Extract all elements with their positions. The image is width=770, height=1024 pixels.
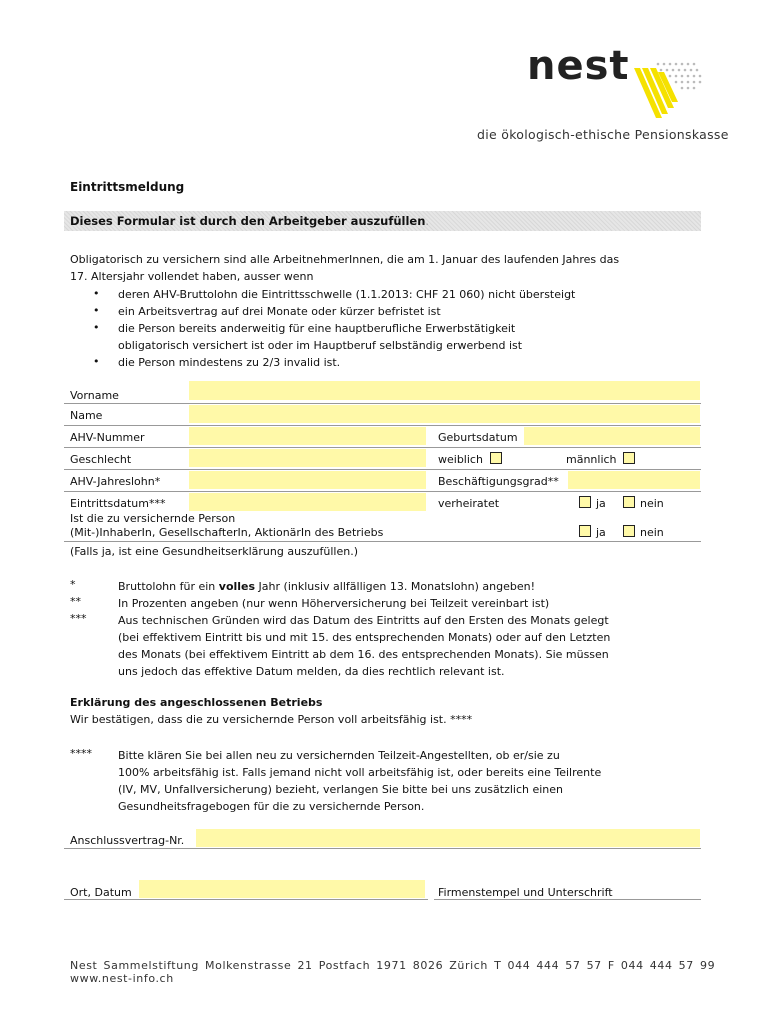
logo-tagline: die ökologisch-ethische Pensionskasse (477, 127, 729, 142)
gesundheit-hint: (Falls ja, ist eine Gesundheitserklärung auszufüllen.) (70, 545, 358, 558)
divider (64, 425, 701, 426)
bullet-item: deren AHV-Bruttolohn die Eintrittsschwelle (1.1.2013: CHF 21 060) nicht übersteigt (118, 288, 576, 301)
weiblich-checkbox[interactable] (490, 452, 502, 464)
beschaeftigungsgrad-input[interactable] (568, 471, 700, 489)
inhaber-question-line-2: (Mit-)InhaberIn, GesellschafterIn, AktionärIn des Betriebs (70, 526, 384, 539)
bullet-symbol: • (93, 287, 100, 300)
note-1: Bruttolohn für ein volles Jahr (inklusiv allfälligen 13. Monatslohn) angeben! (118, 580, 535, 593)
divider (64, 403, 701, 404)
divider (64, 848, 701, 849)
logo-graphic (632, 56, 704, 126)
ahv-nummer-input[interactable] (189, 427, 426, 445)
ort-datum-label: Ort, Datum (70, 886, 132, 899)
inhaber-question-line-1: Ist die zu versichernde Person (70, 512, 236, 525)
geburtsdatum-input[interactable] (524, 427, 700, 445)
bullet-item: ein Arbeitsvertrag auf drei Monate oder kürzer befristet ist (118, 305, 441, 318)
divider (64, 899, 428, 900)
ort-datum-input[interactable] (139, 880, 425, 898)
note-3-line: Aus technischen Gründen wird das Datum des Eintritts auf den Ersten des Monats gelegt (118, 614, 609, 627)
footer-address: Nest Sammelstiftung Molkenstrasse 21 Postfach 1971 8026 Zürich T 044 444 57 57 F 044 444 57 99 www.nest-info.ch (70, 959, 716, 985)
geschlecht-label: Geschlecht (70, 453, 132, 466)
note-4-line: Gesundheitsfragebogen für die zu versichernde Person. (118, 800, 425, 813)
verheiratet-label: verheiratet (438, 497, 500, 510)
bullet-symbol: • (93, 321, 100, 334)
note-2: In Prozenten angeben (nur wenn Höherversicherung bei Teilzeit vereinbart ist) (118, 597, 550, 610)
inhaber-nein-label: nein (640, 526, 664, 539)
note-3-line: des Monats (bei effektivem Eintritt ab dem 16. des entsprechenden Monats). Sie müssen (118, 648, 609, 661)
note-3-line: (bei effektivem Eintritt bis und mit 15. des entsprechenden Monats) oder auf den Letzten (118, 631, 611, 644)
note-3-line: uns jedoch das effektive Datum melden, da dies rechtlich relevant ist. (118, 665, 505, 678)
beschaeftigungsgrad-label: Beschäftigungsgrad** (438, 475, 559, 488)
geburtsdatum-label: Geburtsdatum (438, 431, 518, 444)
intro-line-1: Obligatorisch zu versichern sind alle ArbeitnehmerInnen, die am 1. Januar des laufenden Jahres das (70, 253, 620, 266)
note-key: **** (70, 747, 92, 760)
intro-line-2: 17. Altersjahr vollendet haben, ausser wenn (70, 270, 314, 283)
anschlussvertrag-label: Anschlussvertrag-Nr. (70, 834, 185, 847)
ahv-nummer-label: AHV-Nummer (70, 431, 145, 444)
ahv-jahreslohn-label: AHV-Jahreslohn* (70, 475, 161, 488)
weiblich-label: weiblich (438, 453, 483, 466)
divider (64, 491, 701, 492)
verheiratet-nein-checkbox[interactable] (623, 496, 635, 508)
verheiratet-nein-label: nein (640, 497, 664, 510)
name-input[interactable] (189, 405, 700, 423)
verheiratet-ja-checkbox[interactable] (579, 496, 591, 508)
bullet-symbol: • (93, 355, 100, 368)
anschlussvertrag-input[interactable] (196, 829, 700, 847)
instruction-banner (64, 211, 701, 231)
verheiratet-ja-label: ja (596, 497, 606, 510)
bullet-item-continuation: obligatorisch versichert ist oder im Hauptberuf selbständig erwerbend ist (118, 339, 523, 352)
vorname-input[interactable] (189, 381, 700, 400)
ahv-jahreslohn-input[interactable] (189, 471, 426, 489)
declaration-heading: Erklärung des angeschlossenen Betriebs (70, 696, 323, 709)
note-key: *** (70, 612, 87, 625)
note-4-line: (IV, MV, Unfallversicherung) bezieht, verlangen Sie bitte bei uns zusätzlich einen (118, 783, 564, 796)
divider (64, 469, 701, 470)
declaration-text: Wir bestätigen, dass die zu versichernde Person voll arbeitsfähig ist. **** (70, 713, 473, 726)
inhaber-ja-checkbox[interactable] (579, 525, 591, 537)
bullet-item: die Person bereits anderweitig für eine hauptberufliche Erwerbstätigkeit (118, 322, 516, 335)
name-label: Name (70, 409, 103, 422)
note-4-line: Bitte klären Sie bei allen neu zu versichernden Teilzeit-Angestellten, ob er/sie zu (118, 749, 560, 762)
instruction-banner-text: Dieses Formular ist durch den Arbeitgeber auszufüllen. (70, 214, 430, 228)
vorname-label: Vorname (70, 389, 119, 402)
signature-line[interactable] (434, 899, 701, 900)
signature-label: Firmenstempel und Unterschrift (438, 886, 613, 899)
eintrittsdatum-input[interactable] (189, 493, 426, 511)
note-key: ** (70, 595, 81, 608)
maennlich-checkbox[interactable] (623, 452, 635, 464)
note-key: * (70, 578, 76, 591)
inhaber-nein-checkbox[interactable] (623, 525, 635, 537)
geschlecht-input[interactable] (189, 449, 426, 467)
bullet-item: die Person mindestens zu 2/3 invalid ist. (118, 356, 341, 369)
divider (64, 447, 701, 448)
eintrittsdatum-label: Eintrittsdatum*** (70, 497, 166, 510)
page-title: Eintrittsmeldung (70, 180, 185, 194)
inhaber-ja-label: ja (596, 526, 606, 539)
divider (64, 541, 701, 542)
maennlich-label: männlich (566, 453, 617, 466)
bullet-symbol: • (93, 304, 100, 317)
logo-wordmark: nest (527, 43, 630, 89)
note-4-line: 100% arbeitsfähig ist. Falls jemand nicht voll arbeitsfähig ist, oder bereits eine Teilrente (118, 766, 602, 779)
